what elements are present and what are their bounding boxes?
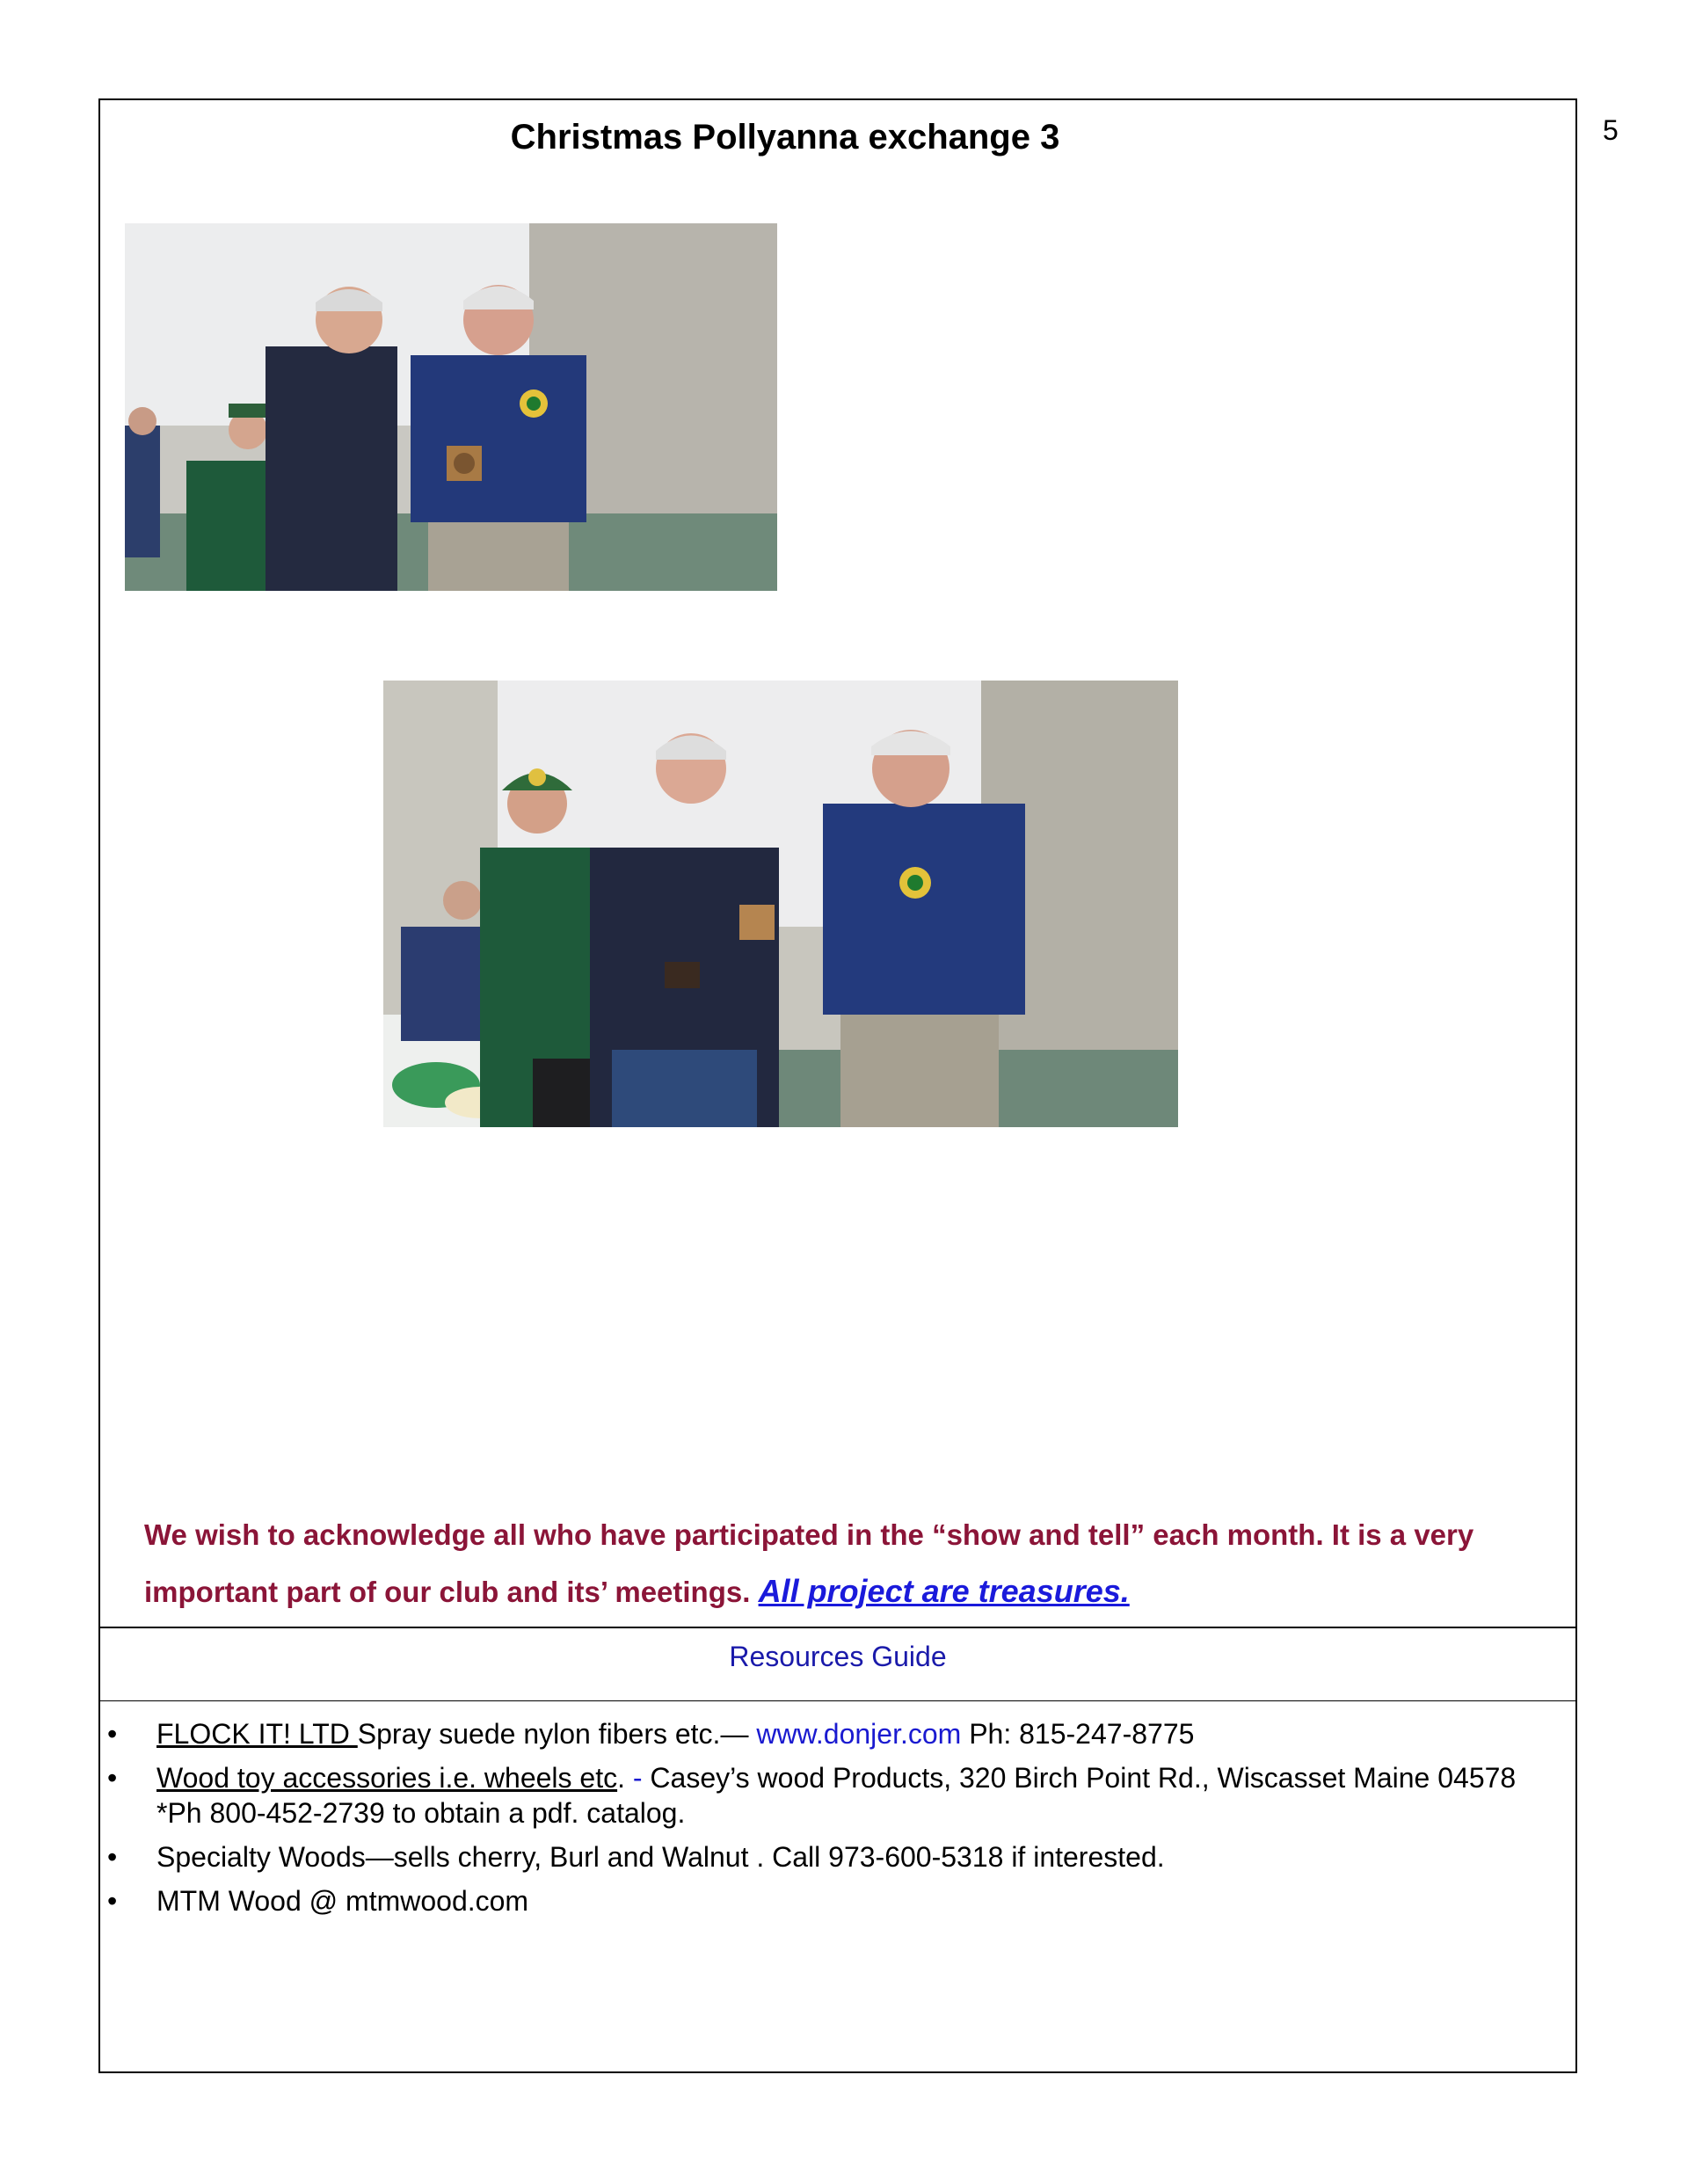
resource-name: Wood toy accessories i.e. wheels etc bbox=[156, 1762, 618, 1794]
photo-gift-exchange-2 bbox=[383, 681, 1178, 1127]
resource-dash: - bbox=[632, 1762, 651, 1794]
resource-text: MTM Wood @ mtmwood.com bbox=[156, 1885, 529, 1917]
resource-item-wood-toy bbox=[100, 1760, 1575, 1831]
content-frame bbox=[98, 98, 1577, 2073]
acknowledgement-body: We wish to acknowledge all who have participated in the “show and tell” each month. It is a very important part of our club and its’ meetings. bbox=[144, 1518, 1474, 1608]
acknowledgement-highlight: All project are treasures. bbox=[758, 1573, 1130, 1609]
page-number: 5 bbox=[1603, 114, 1619, 146]
resource-phone: Ph: 815-247-8775 bbox=[961, 1718, 1195, 1750]
resource-link[interactable]: www.donjer.com bbox=[756, 1718, 962, 1750]
resource-item-mtm-wood bbox=[100, 1883, 1575, 1918]
acknowledgement-text bbox=[144, 1507, 1542, 1620]
resource-desc: Casey’s wood Products, 320 Birch Point Rd., Wiscasset Maine 04578 *Ph 800-452-2739 to obtain a pdf. catalog. bbox=[156, 1762, 1517, 1829]
page-title: Christmas Pollyanna exchange 3 bbox=[510, 118, 1060, 157]
resource-item-flock-it bbox=[100, 1716, 1575, 1751]
resources-divider bbox=[100, 1700, 1575, 1701]
resource-separator: . bbox=[617, 1762, 633, 1794]
photo-gift-exchange-1 bbox=[125, 223, 777, 591]
resource-item-specialty-woods bbox=[100, 1839, 1575, 1875]
resources-title: Resources Guide bbox=[729, 1641, 947, 1672]
resource-desc: Spray suede nylon fibers etc.— bbox=[357, 1718, 757, 1750]
section-divider bbox=[100, 1627, 1575, 1628]
resource-name: FLOCK IT! LTD bbox=[156, 1718, 358, 1750]
resources-list bbox=[100, 1716, 1575, 1927]
resource-text: Specialty Woods—sells cherry, Burl and Walnut . Call 973-600-5318 if interested. bbox=[156, 1841, 1165, 1873]
main-section bbox=[100, 100, 1575, 1627]
